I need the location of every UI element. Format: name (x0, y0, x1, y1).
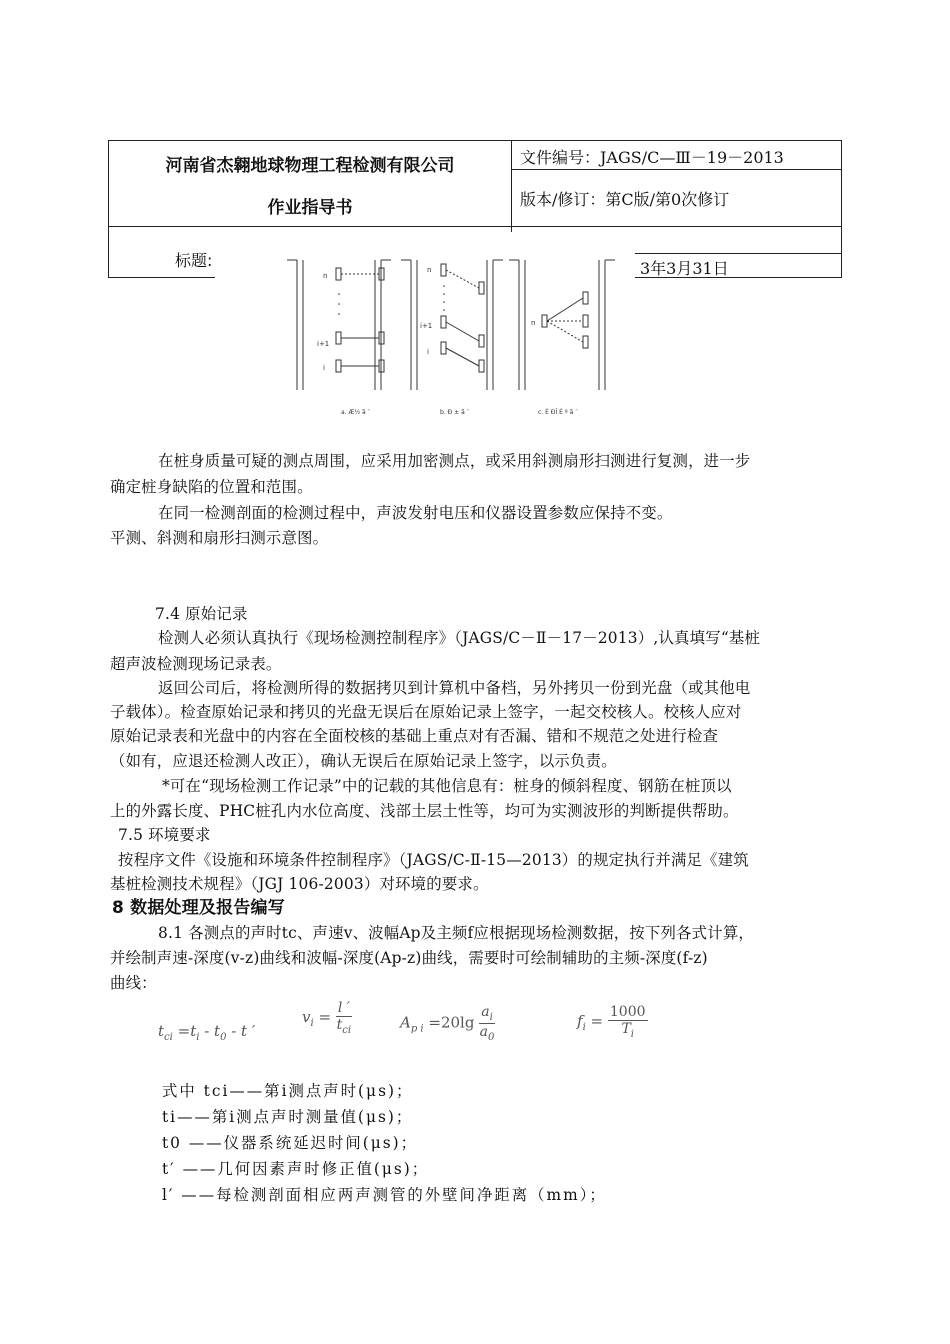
panel-a-label-n: n (323, 272, 328, 280)
paragraph-2: 在同一检测剖面的检测过程中，声波发射电压和仪器设置参数应保持不变。 (158, 504, 673, 522)
definition-t-prime: t′ ——几何因素声时修正值(μs)； (162, 1160, 430, 1178)
f2-lhs: v (302, 1008, 311, 1026)
paragraph-7-line-2: 基桩检测技术规程》（JGJ 106-2003）对环境的要求。 (110, 875, 489, 893)
company-name: 河南省杰翱地球物理工程检测有限公司 (165, 156, 455, 176)
f3-lhs-sub: p i (410, 1023, 424, 1035)
f2-den: t (336, 1017, 343, 1033)
section-8-heading: 8 数据处理及报告编写 (112, 898, 285, 918)
version-text: 版本/修订：第C版/第0次修订 (520, 190, 730, 209)
panel-a-label-i1: i+1 (317, 340, 330, 348)
file-number: 文件编号：JAGS/C—Ⅲ－19－2013 (520, 148, 784, 167)
paragraph-5-line-4: （如有，应退还检测人改正），确认无误后在原始记录上签字，以示负责。 (110, 752, 617, 770)
panel-c-label-n: n (531, 319, 536, 327)
section-7-4-heading: 7.4 原始记录 (155, 605, 248, 623)
f3-eq: =20lg (423, 1013, 475, 1032)
f2-lhs-sub: i (310, 1018, 314, 1029)
panel-a-caption: a. Æ½ ã ¨ (341, 409, 371, 416)
definition-ti: ti——第i测点声时测量值(μs)； (162, 1108, 414, 1126)
panel-b-label-n: n (427, 266, 432, 274)
paragraph-5-line-1: 返回公司后，将检测所得的数据拷贝到计算机中备档，另外拷贝一份到光盘（或其他电 (158, 679, 751, 697)
f4-num: 1000 (609, 1004, 646, 1020)
formula-amplitude (400, 1004, 495, 1043)
f4-den-sub: i (630, 1029, 634, 1040)
paragraph-5-line-3: 原始记录表和光盘中的内容在全面校核的基础上重点对有否漏、错和不规范之处进行检查 (110, 727, 719, 745)
f3-num-sub: i (489, 1012, 493, 1023)
f2-fraction (336, 1000, 352, 1036)
paragraph-8-line-3: 曲线： (110, 974, 157, 992)
panel-c-caption: c. È ÐÎ É º ã ¨ (538, 409, 579, 416)
version-cell (511, 169, 842, 227)
paragraph-6-line-1: *可在“现场检测工作记录”中的记载的其他信息有：桩身的倾斜程度、钢筋在桩顶以 (162, 777, 732, 795)
f4-den: T (621, 1021, 631, 1037)
paragraph-1-line-1: 在桩身质量可疑的测点周围，应采用加密测点，或采用斜测扇形扫测进行复测，进一步 (158, 452, 751, 470)
paragraph-1-line-2: 确定桩身缺陷的位置和范围。 (110, 478, 313, 496)
company-cell (108, 140, 512, 227)
paragraph-8-line-1: 8.1 各测点的声时tc、声速v、波幅Ap及主频f应根据现场检测数据，按下列各式计算， (158, 924, 755, 942)
f1-minus-2: - (226, 1022, 242, 1040)
f1-lhs: t (158, 1022, 165, 1040)
paragraph-7-line-1: 按程序文件《设施和环境条件控制程序》（JAGS/C-Ⅱ-15—2013）的规定执行并满足《建筑 (118, 851, 749, 869)
f4-eq: = (585, 1012, 604, 1030)
panel-b-label-i: i (427, 348, 429, 356)
paragraph-4-line-1: 检测人必须认真执行《现场检测控制程序》（JAGS/C－Ⅱ－17－2013）,认真填写“基桩 (158, 629, 761, 647)
f4-fraction (608, 1004, 648, 1040)
f4-lhs: f (577, 1012, 583, 1030)
f1-a-sub: i (196, 1032, 200, 1043)
definition-l-prime: l′ ——每检测剖面相应两声测管的外壁间净距离（mm）； (162, 1186, 607, 1204)
formula-velocity (302, 1000, 352, 1036)
effective-date: 3年3月31日 (640, 259, 729, 278)
f3-den-sub: 0 (488, 1032, 495, 1043)
f2-num: l ′ (337, 1000, 350, 1016)
formula-frequency (577, 1004, 648, 1040)
doc-type: 作业指导书 (267, 198, 353, 218)
paragraph-8-line-2: 并绘制声速-深度(v-z)曲线和波幅-深度(Ap-z)曲线，需要时可绘制辅助的主频-深度(f-z) (110, 949, 708, 967)
f1-b-sub: 0 (220, 1032, 227, 1043)
f1-eq: = (172, 1022, 191, 1040)
panel-b-label-i1: i+1 (420, 322, 433, 330)
paragraph-4-line-2: 超声波检测现场记录表。 (110, 655, 282, 673)
f1-c: t ′ (241, 1022, 256, 1040)
scan-diagram-figure (215, 232, 635, 422)
title-label: 标题: (175, 251, 213, 270)
f1-a: t (190, 1022, 197, 1040)
f2-den-sub: ci (342, 1025, 352, 1036)
file-no-cell (511, 140, 842, 170)
f1-b: t (214, 1022, 221, 1040)
f4-lhs-sub: i (582, 1022, 586, 1033)
f2-eq: = (313, 1008, 332, 1026)
f1-minus-1: - (199, 1022, 215, 1040)
f3-lhs: A (400, 1013, 411, 1032)
paragraph-6-line-2: 上的外露长度、PHC桩孔内水位高度、浅部土层土性等，均可为实测波形的判断提供帮助。 (110, 802, 739, 820)
section-7-5-heading: 7.5 环境要求 (118, 826, 211, 844)
f3-num: a (481, 1004, 490, 1020)
formula-sound-time (158, 1022, 255, 1043)
definition-tci: 式中 tci——第i测点声时(μs)； (162, 1082, 414, 1100)
f3-fraction (479, 1004, 495, 1043)
paragraph-5-line-2: 子载体）。检查原始记录和拷贝的光盘无误后在原始记录上签字，一起交校核人。校核人应对 (110, 703, 742, 721)
definition-t0: t0 ——仪器系统延迟时间(μs)； (162, 1134, 419, 1152)
f3-den: a (479, 1024, 488, 1040)
panel-b-caption: b. Ð ± ã ¨ (440, 409, 470, 416)
figure-caption-text: 平测、斜测和扇形扫测示意图。 (110, 529, 329, 547)
f1-lhs-sub: ci (164, 1032, 173, 1043)
panel-a-label-i: i (323, 364, 325, 372)
